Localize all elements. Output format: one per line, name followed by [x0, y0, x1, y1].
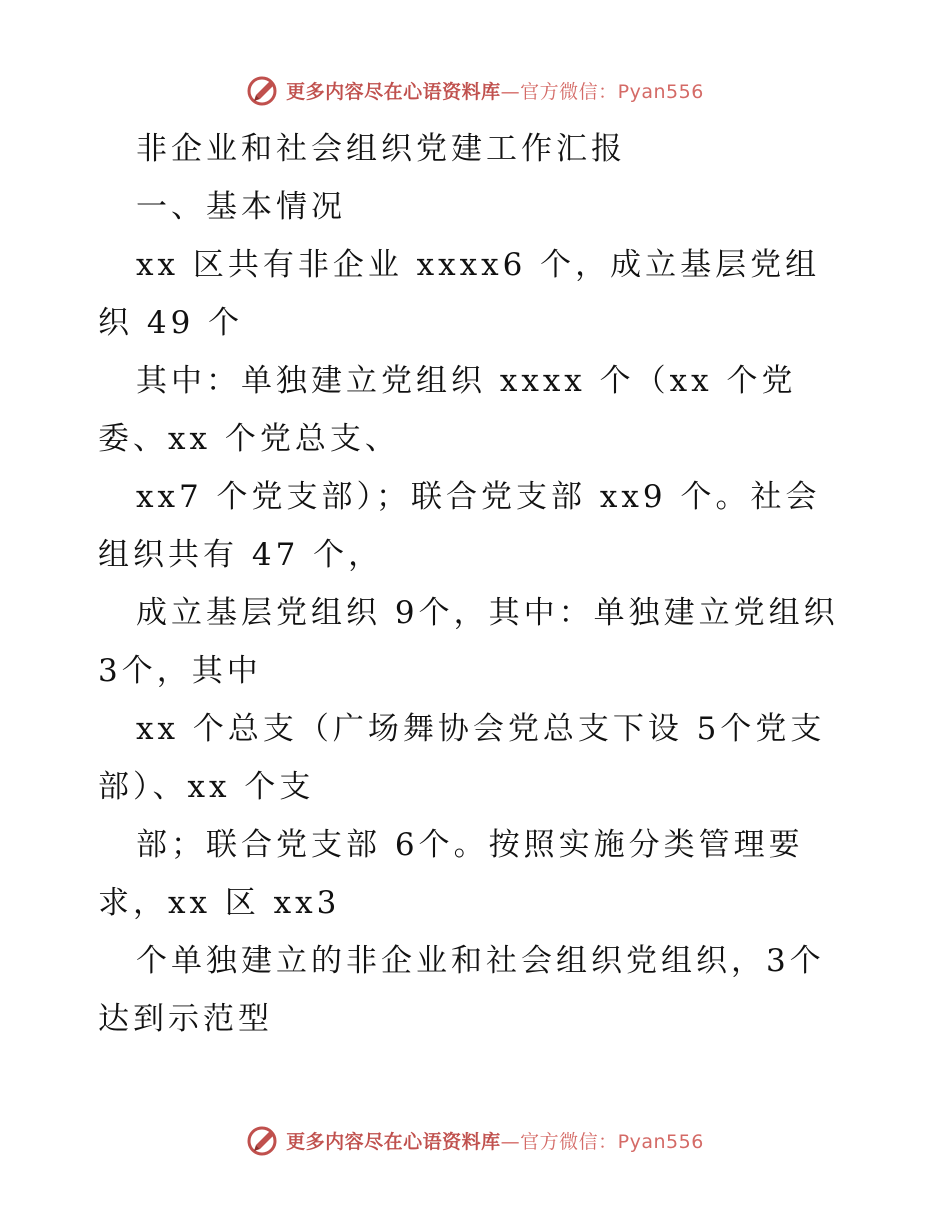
paragraph: 部；联合党支部 6个。按照实施分类管理要求，xx 区 xx3 — [98, 827, 804, 921]
watermark-text: 更多内容尽在心语资料库—官方微信：Pyan556 — [286, 80, 704, 103]
pen-logo-icon — [246, 1123, 280, 1157]
document-body — [98, 120, 843, 1048]
header-watermark — [246, 73, 704, 107]
document-title: 非企业和社会组织党建工作汇报 — [136, 131, 626, 167]
footer-watermark — [246, 1123, 704, 1157]
paragraph: xx 个总支（广场舞协会党总支下设 5个党支部）、xx 个支 — [98, 711, 826, 805]
footer-watermark-banner — [0, 1120, 950, 1160]
section-heading: 一、基本情况 — [136, 189, 346, 225]
paragraph: xx 区共有非企业 xxxx6 个，成立基层党组织 49 个 — [98, 247, 821, 341]
paragraph: xx7 个党支部）；联合党支部 xx9 个。社会组织共有 47 个， — [98, 479, 821, 573]
paragraph: 个单独建立的非企业和社会组织党组织，3个达到示范型 — [98, 943, 825, 1037]
watermark-text: 更多内容尽在心语资料库—官方微信：Pyan556 — [286, 1130, 704, 1153]
paragraph: 其中：单独建立党组织 xxxx 个（xx 个党委、xx 个党总支、 — [98, 363, 797, 457]
header-watermark-banner — [0, 70, 950, 110]
pen-logo-icon — [246, 73, 280, 107]
paragraph: 成立基层党组织 9个，其中：单独建立党组织 3个，其中 — [98, 595, 839, 689]
